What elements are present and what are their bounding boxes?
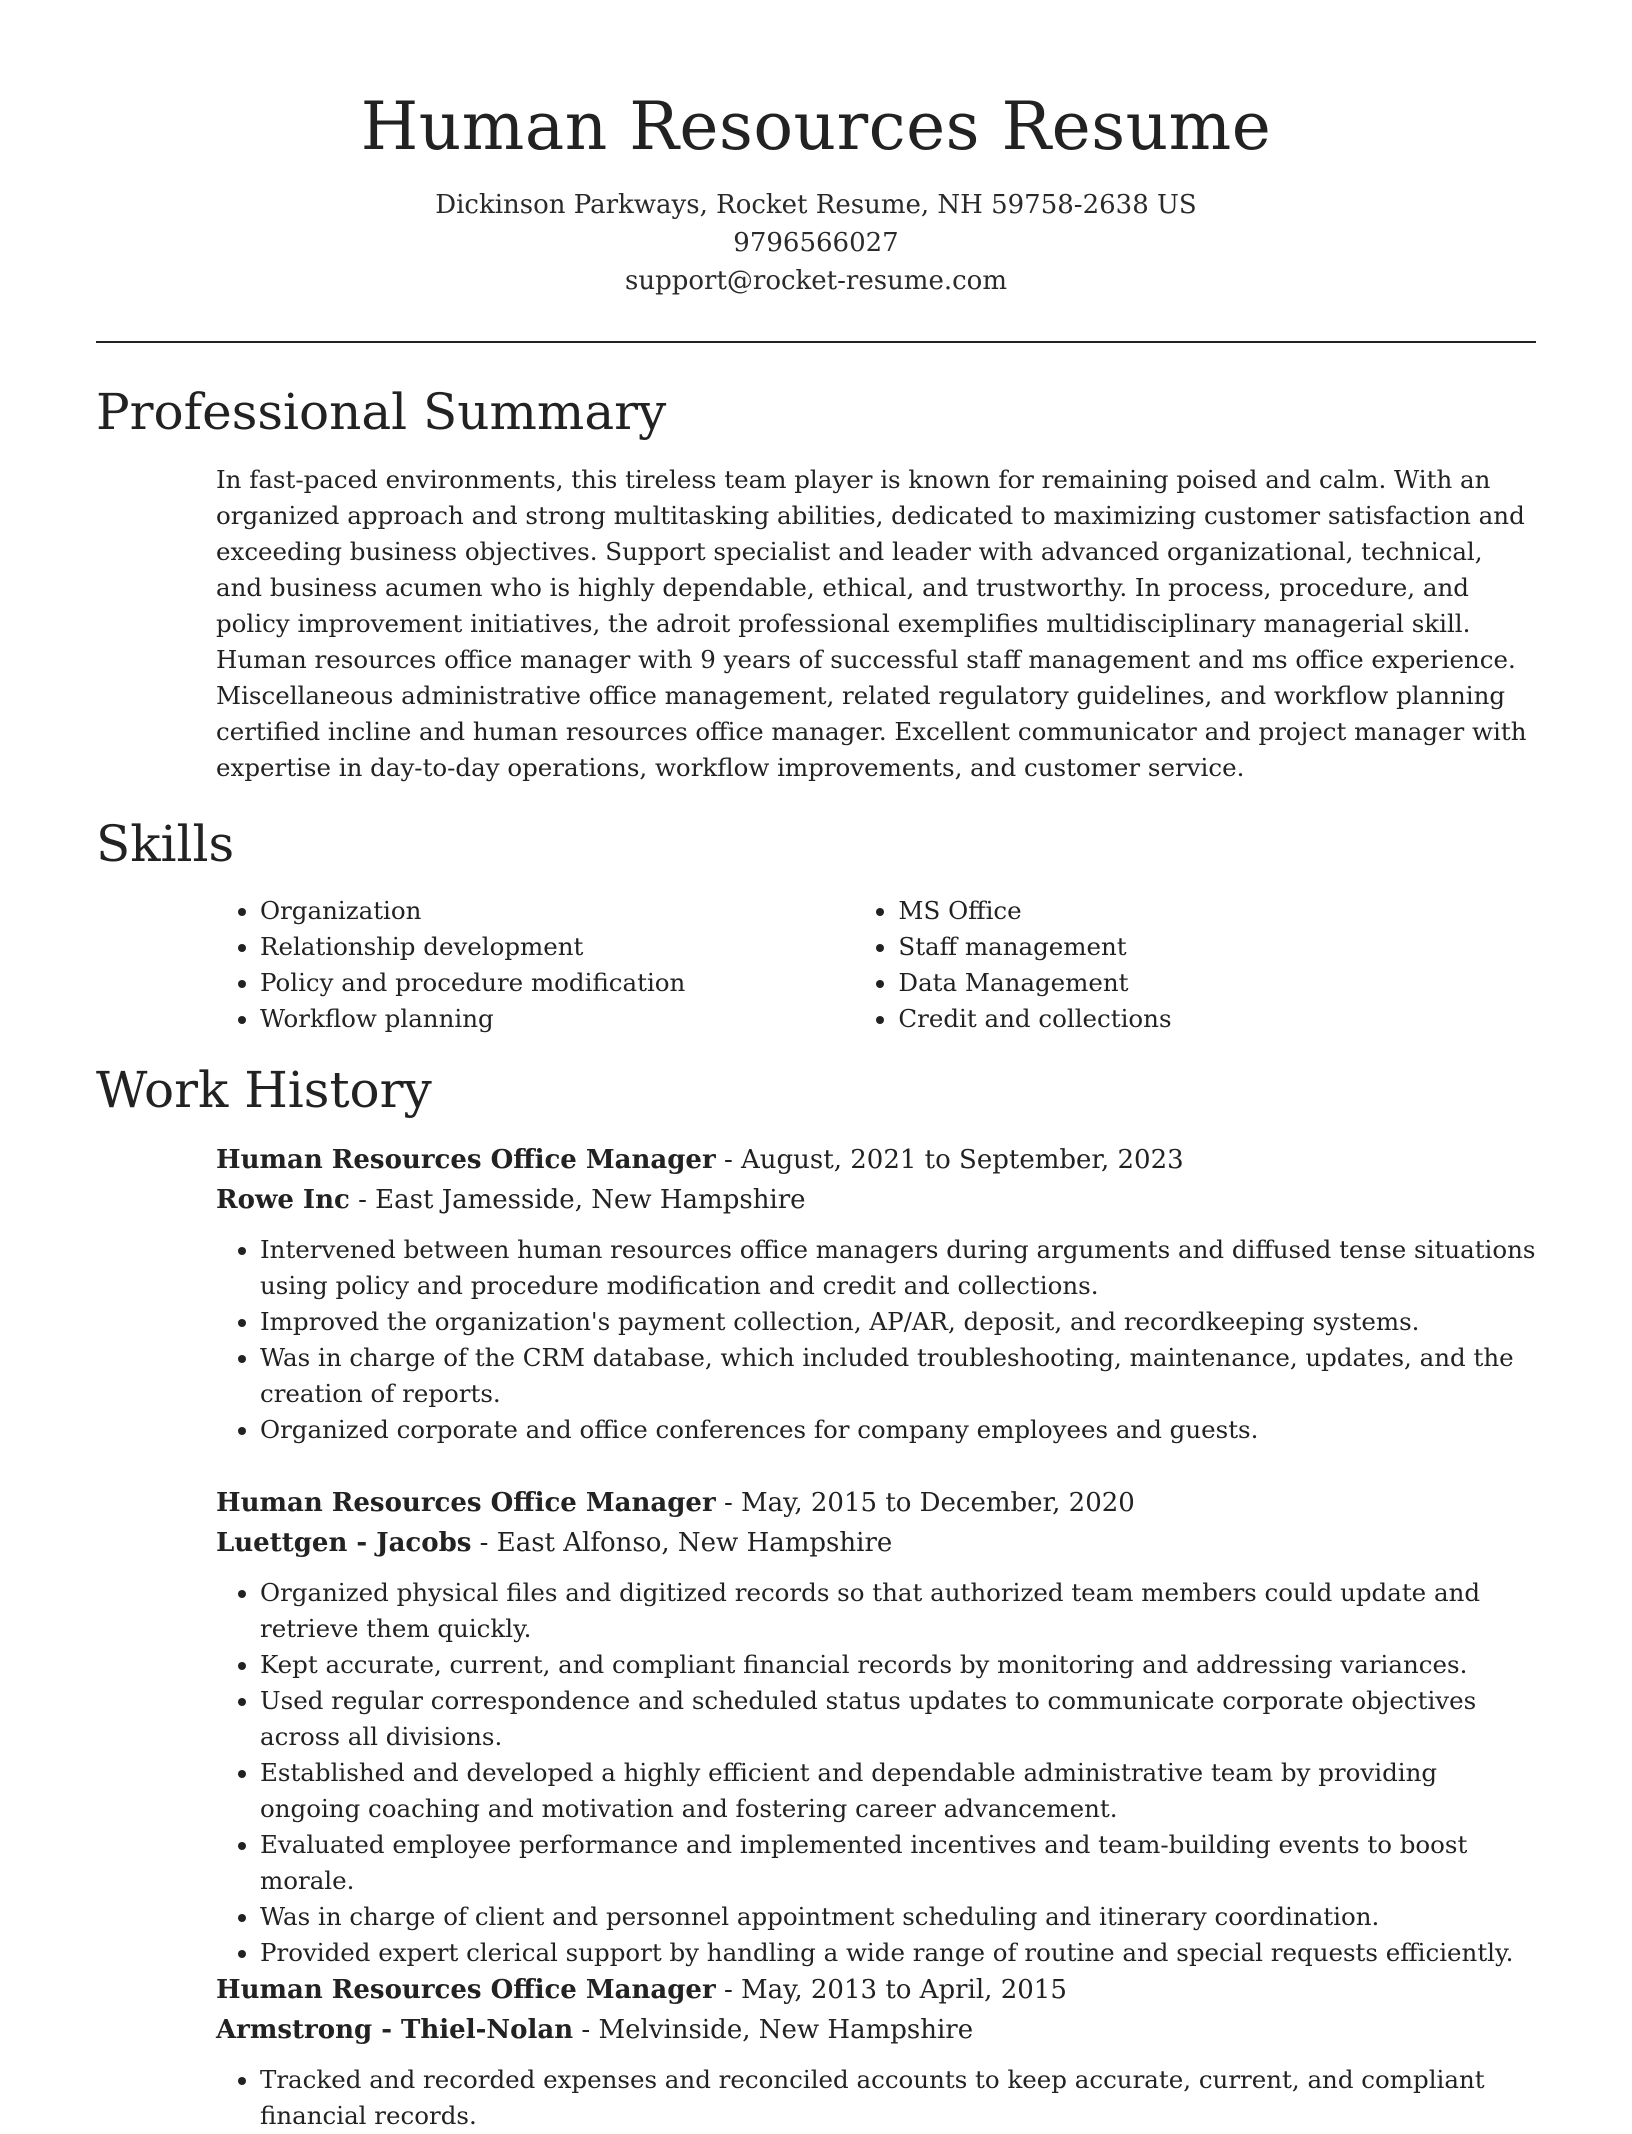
job-company-line bbox=[216, 1180, 1536, 1220]
job-bullets bbox=[216, 2062, 1536, 2134]
skill-item: • Workflow planning bbox=[260, 1001, 854, 1037]
job-dates: May, 2013 to April, 2015 bbox=[741, 1975, 1067, 2005]
skills-column-right bbox=[854, 893, 1536, 1037]
contact-block bbox=[96, 186, 1536, 300]
job-bullet: • Kept accurate, current, and compliant financial records by monitoring and addressing variances. bbox=[260, 1647, 1536, 1683]
job-bullet: • Evaluated employee performance and implemented incentives and team-building events to boost morale. bbox=[260, 1827, 1536, 1899]
job-role-line bbox=[216, 1483, 1536, 1523]
separator: - bbox=[723, 1975, 741, 2005]
job-bullet: • Tracked and recorded expenses and reconciled accounts to keep accurate, current, and compliant financial records. bbox=[260, 2062, 1536, 2134]
job-bullet: • Was in charge of the CRM database, which included troubleshooting, maintenance, updates, and the creation of reports. bbox=[260, 1340, 1536, 1412]
job-company-line bbox=[216, 1523, 1536, 1563]
separator: - bbox=[581, 2015, 599, 2045]
summary-paragraph: In fast-paced environments, this tireless team player is known for remaining poised and calm. With an organized approach and strong multitasking abilities, dedicated to maximizing customer satisfaction and exceeding business objectives. Support specialist and leader with advanced organizational, technical, and business acumen who is highly dependable, ethical, and trustworthy. In process, procedure, and policy improvement initiatives, the adroit professional exemplifies multidisciplinary managerial skill. Human resources office manager with 9 years of successful staff management and ms office experience. Miscellaneous administrative office management, related regulatory guidelines, and workflow planning certified incline and human resources office manager. Excellent communicator and project manager with expertise in day-to-day operations, workflow improvements, and customer service. bbox=[216, 465, 1527, 782]
job-bullet: • Improved the organization's payment collection, AP/AR, deposit, and recordkeeping systems. bbox=[260, 1304, 1536, 1340]
skill-item: • Policy and procedure modification bbox=[260, 965, 854, 1001]
job-entry bbox=[216, 1140, 1536, 1448]
skills-heading: Skills bbox=[96, 815, 235, 873]
skill-item: • Organization bbox=[260, 893, 854, 929]
separator: - bbox=[723, 1145, 741, 1175]
skill-item: • Data Management bbox=[898, 965, 1536, 1001]
skills-column-left bbox=[216, 893, 854, 1037]
separator: - bbox=[479, 1528, 497, 1558]
separator: - bbox=[723, 1488, 741, 1518]
job-location: East Alfonso, New Hampshire bbox=[496, 1528, 893, 1558]
job-bullet: • Organized corporate and office conferences for company employees and guests. bbox=[260, 1412, 1536, 1448]
job-location: Melvinside, New Hampshire bbox=[598, 2015, 974, 2045]
job-bullets bbox=[216, 1575, 1536, 1971]
job-company: Rowe Inc bbox=[216, 1185, 350, 1215]
job-role: Human Resources Office Manager bbox=[216, 1145, 716, 1175]
skill-item: • Relationship development bbox=[260, 929, 854, 965]
address-text: Dickinson Parkways, Rocket Resume, NH 59758-2638 US bbox=[435, 190, 1197, 220]
job-bullet: • Established and developed a highly efficient and dependable administrative team by providing ongoing coaching and motivation and fostering career advancement. bbox=[260, 1755, 1536, 1827]
skill-item: • MS Office bbox=[898, 893, 1536, 929]
job-bullet: • Used regular correspondence and scheduled status updates to communicate corporate objectives across all divisions. bbox=[260, 1683, 1536, 1755]
job-bullets bbox=[216, 1232, 1536, 1448]
job-role-line bbox=[216, 1140, 1536, 1180]
separator: - bbox=[358, 1185, 376, 1215]
job-company: Luettgen - Jacobs bbox=[216, 1528, 472, 1558]
job-dates: May, 2015 to December, 2020 bbox=[741, 1488, 1135, 1518]
job-bullet: • Intervened between human resources office managers during arguments and diffused tense situations using policy and procedure modification and credit and collections. bbox=[260, 1232, 1536, 1304]
job-bullet: • Organized physical files and digitized records so that authorized team members could update and retrieve them quickly. bbox=[260, 1575, 1536, 1647]
job-entry bbox=[216, 1483, 1536, 1971]
header-divider bbox=[96, 341, 1536, 343]
phone-text: 9796566027 bbox=[733, 228, 899, 258]
job-role: Human Resources Office Manager bbox=[216, 1975, 716, 2005]
job-bullet: • Provided expert clerical support by handling a wide range of routine and special requests efficiently. bbox=[260, 1935, 1536, 1971]
skill-item: • Staff management bbox=[898, 929, 1536, 965]
job-company-line bbox=[216, 2010, 1536, 2050]
job-company: Armstrong - Thiel-Nolan bbox=[216, 2015, 574, 2045]
job-role-line bbox=[216, 1970, 1536, 2010]
skills-list bbox=[216, 893, 1536, 1037]
job-location: East Jamesside, New Hampshire bbox=[375, 1185, 806, 1215]
summary-heading: Professional Summary bbox=[96, 383, 667, 441]
job-role: Human Resources Office Manager bbox=[216, 1488, 716, 1518]
resume-title: Human Resources Resume bbox=[360, 88, 1272, 165]
work-history-heading: Work History bbox=[96, 1061, 432, 1119]
email-text: support@rocket-resume.com bbox=[624, 266, 1007, 296]
skill-item: • Credit and collections bbox=[898, 1001, 1536, 1037]
job-bullet: • Was in charge of client and personnel appointment scheduling and itinerary coordination. bbox=[260, 1899, 1536, 1935]
job-entry bbox=[216, 1970, 1536, 2134]
job-dates: August, 2021 to September, 2023 bbox=[741, 1145, 1184, 1175]
resume-header bbox=[96, 82, 1536, 300]
